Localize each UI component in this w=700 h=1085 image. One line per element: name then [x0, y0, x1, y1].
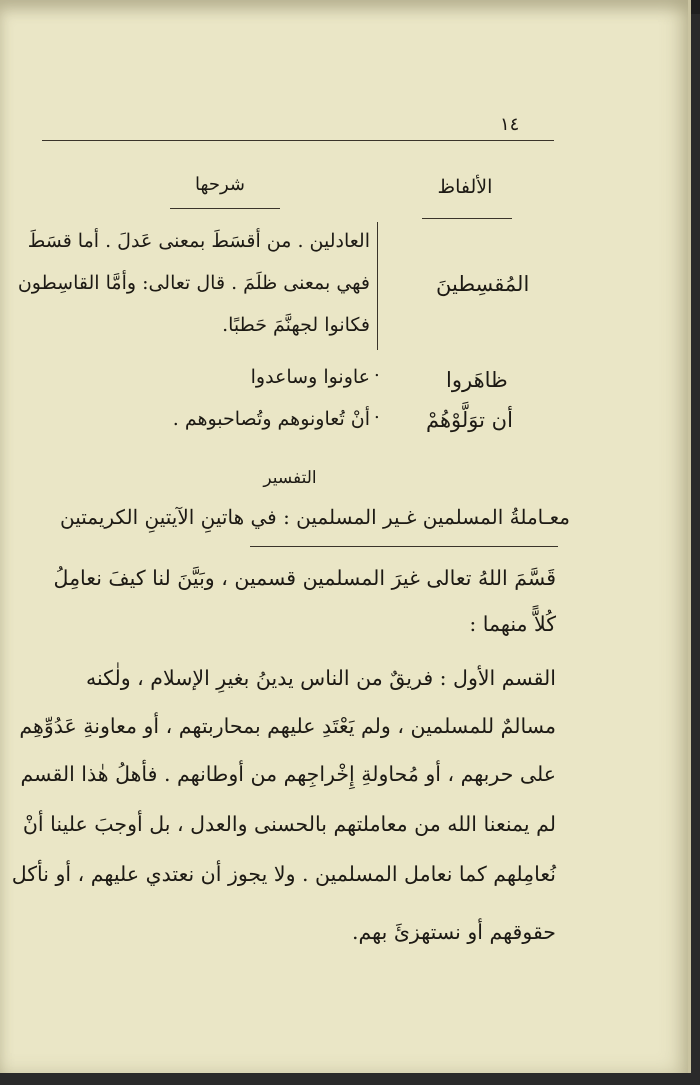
glossary-term: المُقسِطينَ	[436, 272, 530, 296]
glossary-term: أن توَلَّوْهُمْ	[426, 408, 513, 432]
tafsir-subtitle-rule	[250, 546, 558, 547]
separator-dot: .	[374, 360, 380, 381]
body-text-line: لم يمنعنا الله من معاملتهم بالحسنى والعدل ، بل أوجبَ علينا أنْ	[22, 812, 556, 836]
glossary-term: ظاهَروا	[446, 368, 508, 392]
glossary-definition-line: فكانوا لجهنَّمَ حَطبًا.	[222, 314, 370, 336]
tafsir-title: التفسير	[263, 468, 317, 488]
body-text-line: حقوقهم أو نستهزئَ بهم.	[352, 920, 556, 944]
column-heading-explanation: شرحها	[195, 174, 245, 195]
definition-vertical-rule	[377, 222, 378, 350]
body-text-line: مسالمٌ للمسلمين ، ولم يَعْتَدِ عليهم بمحاربتهم ، أو معاونةِ عَدُوِّهِم	[19, 714, 556, 738]
column-heading-words: الألفاظ	[437, 176, 493, 198]
header-rule	[42, 140, 554, 141]
glossary-definition-line: فهي بمعنى ظلَمَ . قال تعالى: وأمَّا القاسِطون	[17, 272, 370, 294]
body-text-line: نُعامِلهم كما نعامل المسلمين . ولا يجوز أن نعتدي عليهم ، أو نأكل	[11, 862, 556, 886]
body-text-line: كُلاًّ منهما :	[469, 612, 556, 636]
body-text-line: على حربهم ، أو مُحاولةِ إِخْراجِهم من أوطانهم . فأهلُ هٰذا القسم	[20, 762, 556, 786]
glossary-definition-line: العادلين . من أقسَطَ بمعنى عَدلَ . أما قسَطَ	[27, 230, 370, 252]
glossary-definition-line: عاونوا وساعدوا	[250, 366, 370, 388]
separator-dot: .	[374, 402, 380, 423]
glossary-definition-line: أنْ تُعاونوهم وتُصاحبوهم .	[172, 408, 370, 430]
tafsir-subtitle: معـاملةُ المسلمين غـير المسلمين : في هاتينِ الآيتينِ الكريمتين	[59, 505, 570, 529]
page-number: ١٤	[500, 114, 520, 135]
body-text-line: القسم الأول : فريقٌ من الناس يدينُ بغيرِ الإسلام ، ولٰكنه	[85, 666, 556, 690]
body-text-line: قَسَّمَ اللهُ تعالى غيرَ المسلمين قسمين ، وبَيَّنَ لنا كيفَ نعامِلُ	[53, 566, 556, 590]
column-heading-explanation-rule	[170, 208, 280, 209]
column-heading-words-rule	[422, 218, 512, 219]
